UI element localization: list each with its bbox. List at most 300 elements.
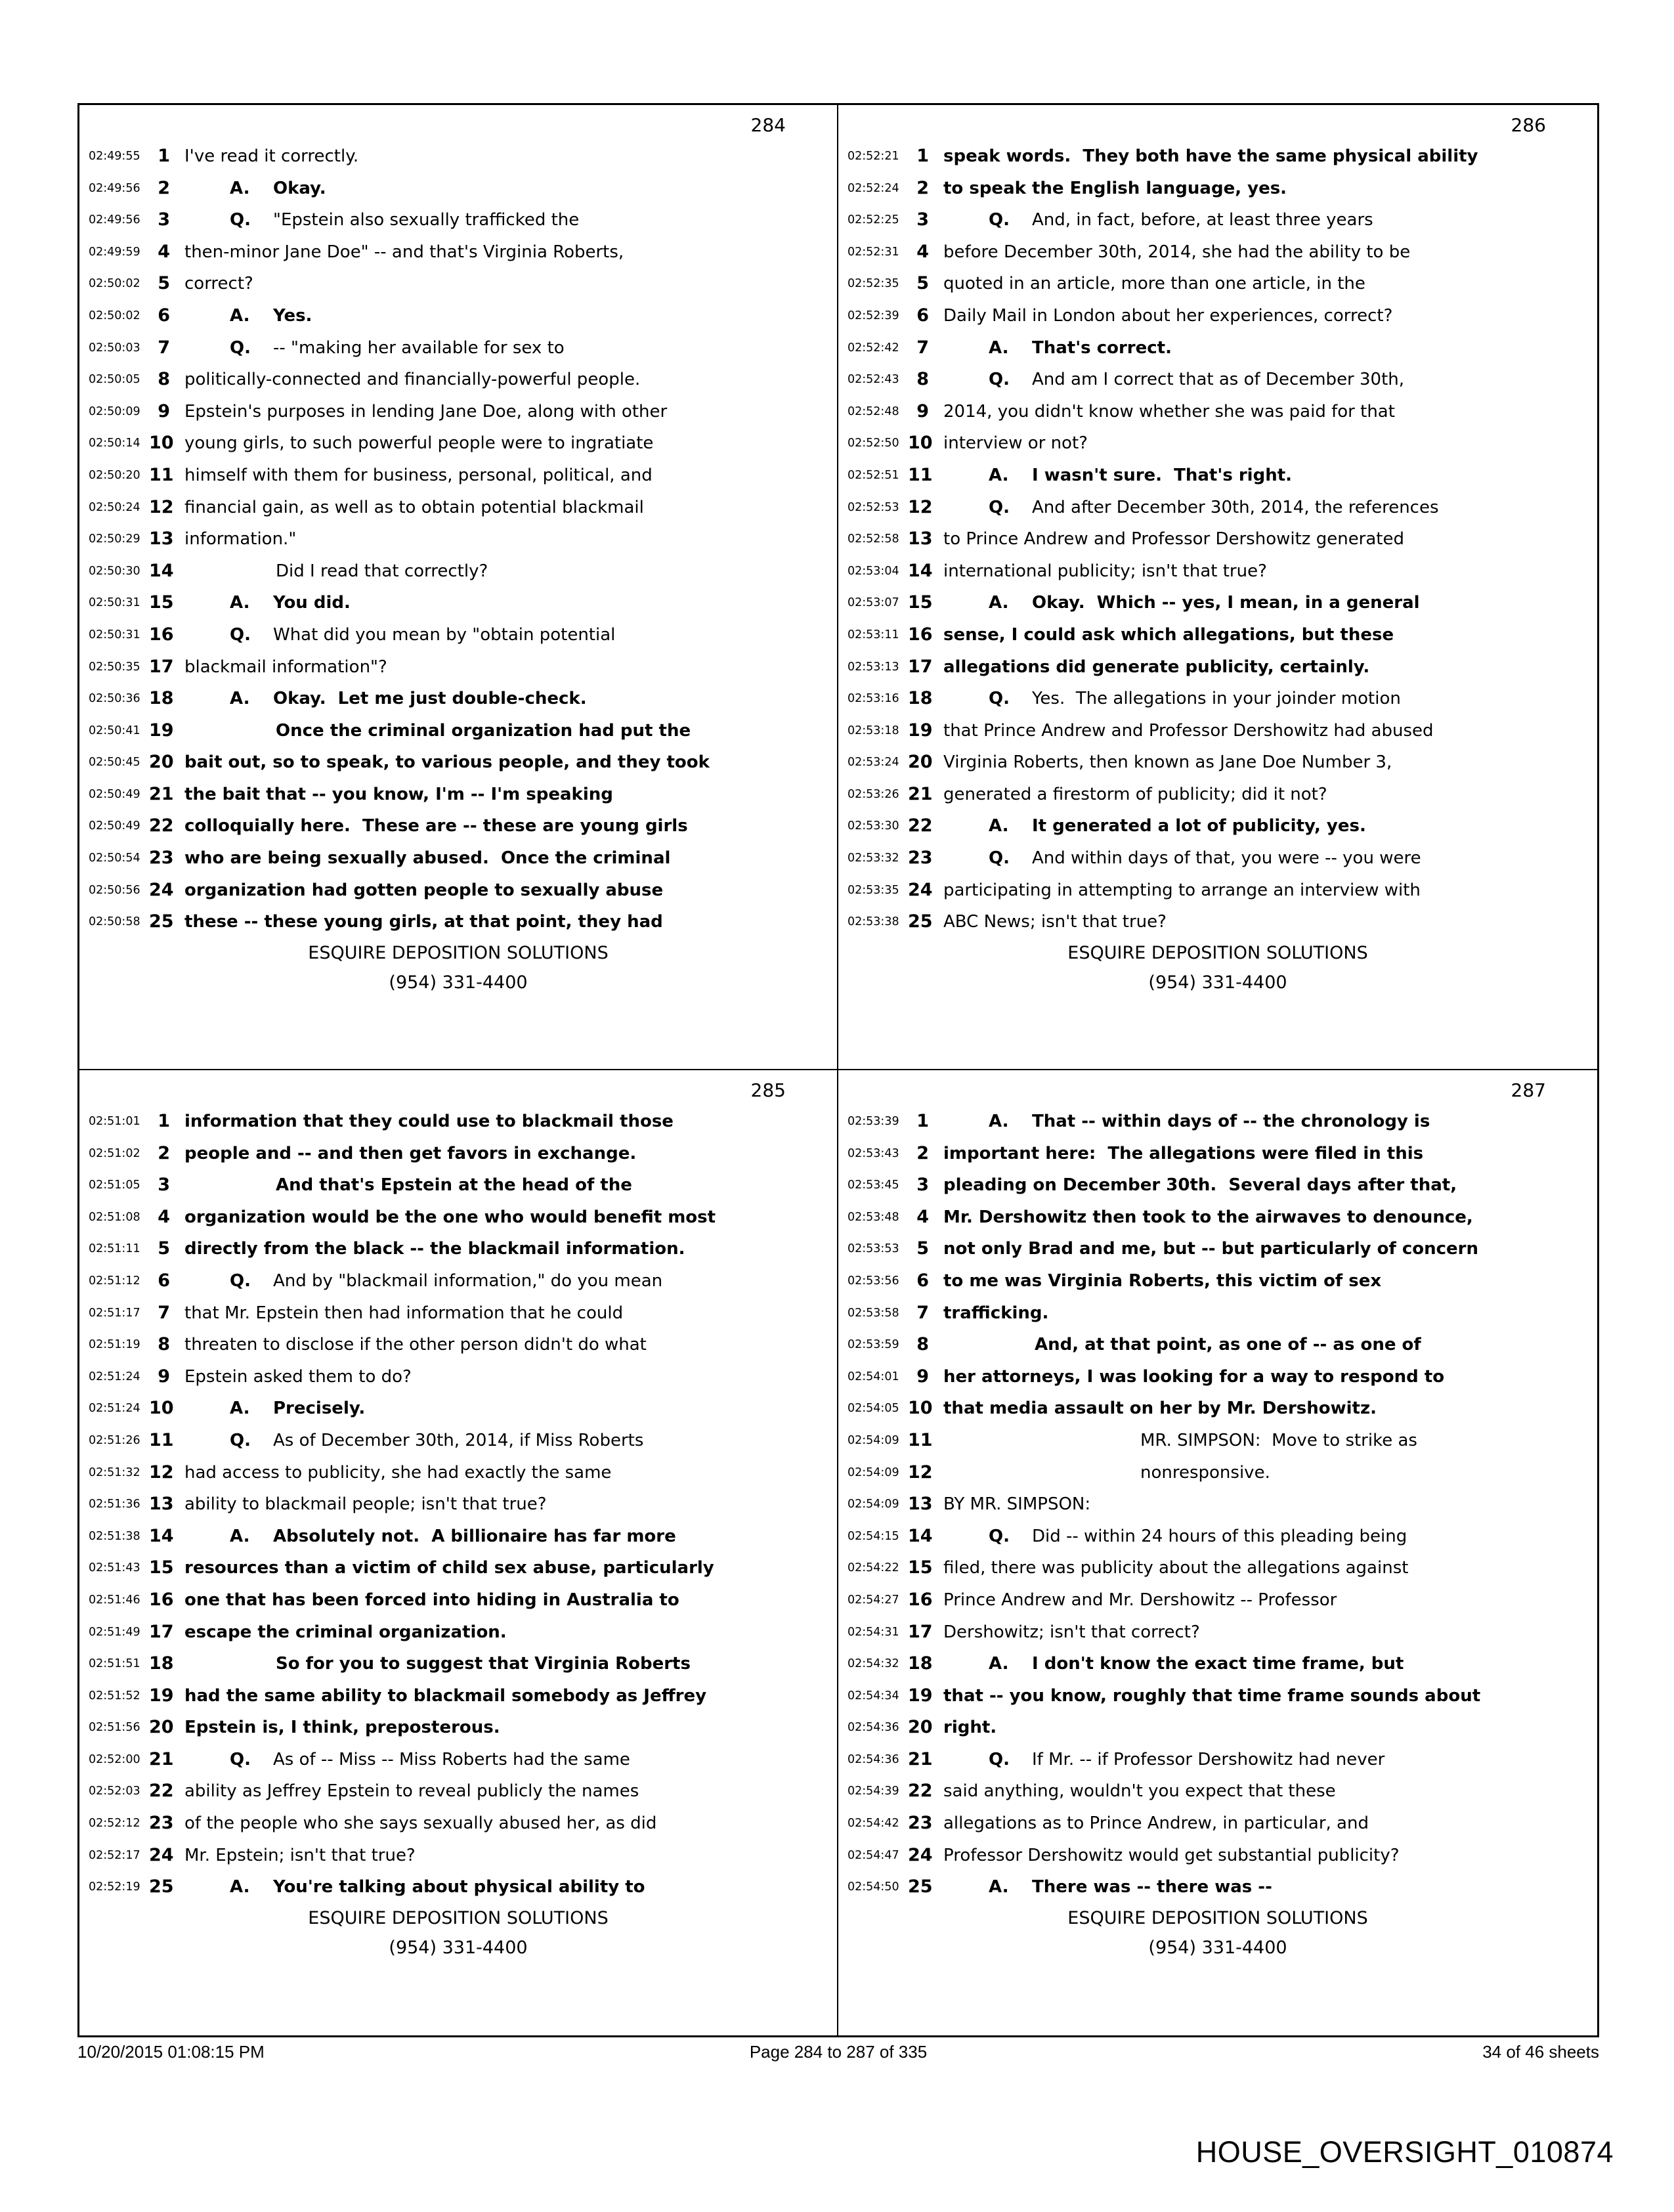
timestamp: 02:53:18	[848, 724, 899, 737]
timestamp: 02:50:14	[89, 437, 140, 450]
transcript-line	[79, 460, 837, 492]
transcript-line	[79, 173, 837, 205]
line-number: 15	[908, 592, 933, 613]
line-text-content: So for you to suggest that Virginia Roberts	[276, 1654, 691, 1674]
line-text-content: Okay. Which -- yes, I mean, in a general	[1032, 593, 1420, 613]
line-text	[943, 1106, 1597, 1138]
timestamp: 02:50:41	[89, 724, 140, 737]
line-number: 15	[908, 1557, 933, 1578]
timestamp: 02:51:32	[89, 1465, 140, 1479]
line-text	[943, 875, 1597, 907]
line-text	[943, 1616, 1597, 1649]
page-lines	[838, 1106, 1597, 1903]
timestamp: 02:52:51	[848, 468, 899, 482]
line-text	[184, 1329, 837, 1361]
line-text-content: Epstein is, I think, preposterous.	[184, 1718, 500, 1738]
timestamp: 02:53:48	[848, 1210, 899, 1224]
line-number: 24	[908, 1844, 933, 1865]
line-text	[943, 332, 1597, 364]
line-text-content: Once the criminal organization had put the	[276, 720, 691, 741]
transcript-line	[838, 1488, 1597, 1521]
transcript-line	[838, 1808, 1597, 1840]
line-text	[184, 1106, 837, 1138]
line-text	[943, 810, 1597, 842]
transcript-line	[79, 1297, 837, 1330]
line-text-content: Epstein's purposes in lending Jane Doe, along with other	[184, 401, 668, 422]
transcript-line	[79, 1744, 837, 1776]
line-text-content: If Mr. -- if Professor Dershowitz had never	[1032, 1749, 1385, 1769]
timestamp: 02:49:56	[89, 181, 140, 195]
transcript-line	[79, 683, 837, 715]
transcript-line	[79, 906, 837, 938]
timestamp: 02:53:56	[848, 1274, 899, 1288]
line-number: 17	[149, 1621, 174, 1642]
transcript-line	[79, 1202, 837, 1234]
line-text-content: I wasn't sure. That's right.	[1032, 465, 1293, 485]
line-number: 13	[908, 529, 933, 550]
line-text-content: organization had gotten people to sexually abuse	[184, 880, 664, 900]
transcript-line	[838, 619, 1597, 651]
line-text-content: Yes. The allegations in your joinder motion	[1032, 689, 1401, 709]
line-text	[184, 427, 837, 460]
line-text-content: politically-connected and financially-powerful people.	[184, 370, 641, 390]
transcript-line	[79, 236, 837, 269]
transcript-line	[79, 268, 837, 300]
line-text	[943, 1138, 1597, 1170]
timestamp: 02:50:02	[89, 309, 140, 322]
line-number: 18	[908, 688, 933, 709]
transcript-line	[79, 1840, 837, 1872]
line-text	[184, 1488, 837, 1521]
transcript-line	[838, 364, 1597, 396]
timestamp: 02:52:39	[848, 309, 899, 322]
line-text	[184, 1648, 837, 1680]
line-text-content: And within days of that, you were -- you were	[1032, 848, 1421, 869]
line-number: 20	[908, 752, 933, 773]
timestamp: 02:50:45	[89, 756, 140, 770]
transcript-line	[838, 1393, 1597, 1425]
line-number: 16	[908, 1589, 933, 1610]
timestamp: 02:53:13	[848, 660, 899, 674]
line-text-content: As of December 30th, 2014, if Miss Roberts	[273, 1430, 644, 1450]
transcript-line	[838, 1871, 1597, 1903]
line-text-content: resources than a victim of child sex abuse, particularly	[184, 1558, 714, 1578]
line-text-content: That -- within days of -- the chronology is	[1032, 1112, 1430, 1131]
esquire-footer: ESQUIRE DEPOSITION SOLUTIONS	[1067, 942, 1368, 963]
speaker-prefix: Q.	[230, 1430, 251, 1450]
timestamp: 02:52:00	[89, 1752, 140, 1766]
line-text	[184, 1457, 837, 1489]
timestamp: 02:53:35	[848, 883, 899, 897]
line-text	[184, 906, 837, 938]
line-text-content: And that's Epstein at the head of the	[276, 1175, 632, 1196]
line-text	[943, 555, 1597, 588]
line-number: 4	[158, 1206, 170, 1227]
line-text-content: That's correct.	[1032, 337, 1172, 358]
line-number: 10	[149, 433, 174, 454]
line-text	[184, 1552, 837, 1584]
line-number: 12	[908, 496, 933, 517]
transcript-line	[838, 1775, 1597, 1808]
speaker-prefix: Q.	[989, 689, 1010, 709]
timestamp: 02:51:43	[89, 1561, 140, 1575]
line-number: 23	[149, 848, 174, 869]
line-text-content: information."	[184, 529, 297, 550]
timestamp: 02:52:17	[89, 1848, 140, 1862]
timestamp: 02:50:49	[89, 819, 140, 833]
transcript-line	[79, 810, 837, 842]
timestamp: 02:51:19	[89, 1338, 140, 1352]
timestamp: 02:51:49	[89, 1625, 140, 1639]
line-text-content: himself with them for business, personal, political, and	[184, 465, 653, 485]
line-text-content: Mr. Dershowitz then took to the airwaves to denounce,	[943, 1207, 1473, 1227]
line-number: 2	[916, 1142, 929, 1163]
speaker-prefix: A.	[989, 816, 1009, 836]
line-number: 9	[158, 401, 170, 422]
timestamp: 02:54:09	[848, 1465, 899, 1479]
timestamp: 02:50:24	[89, 500, 140, 514]
line-number: 7	[158, 337, 170, 358]
speaker-prefix: A.	[989, 1112, 1009, 1131]
line-number: 9	[158, 1366, 170, 1387]
line-text	[184, 875, 837, 907]
timestamp: 02:51:08	[89, 1210, 140, 1224]
line-text	[184, 1202, 837, 1234]
line-text	[943, 1233, 1597, 1265]
line-number: 12	[908, 1462, 933, 1483]
line-text-content: Virginia Roberts, then known as Jane Doe Number 3,	[943, 752, 1392, 773]
line-number: 9	[916, 1366, 929, 1387]
line-text	[943, 1521, 1597, 1553]
transcript-line	[79, 1329, 837, 1361]
speaker-prefix: Q.	[989, 848, 1010, 869]
timestamp: 02:52:35	[848, 277, 899, 291]
timestamp: 02:52:19	[89, 1880, 140, 1894]
line-text-content: escape the criminal organization.	[184, 1622, 507, 1642]
line-number: 13	[149, 529, 174, 550]
line-text	[184, 300, 837, 332]
line-number: 18	[149, 1653, 174, 1674]
line-text-content: What did you mean by "obtain potential	[273, 624, 616, 645]
transcript-line	[838, 715, 1597, 747]
timestamp: 02:50:58	[89, 915, 140, 929]
line-text	[184, 842, 837, 875]
line-number: 17	[908, 656, 933, 677]
timestamp: 02:53:04	[848, 564, 899, 578]
footer-sheet-count: 34 of 46 sheets	[1482, 2042, 1599, 2062]
transcript-line	[79, 651, 837, 683]
transcript-line	[79, 332, 837, 364]
line-text-content: Did -- within 24 hours of this pleading being	[1032, 1526, 1407, 1546]
line-text	[943, 1202, 1597, 1234]
timestamp: 02:54:47	[848, 1848, 899, 1862]
line-number: 21	[908, 1748, 933, 1769]
line-number: 16	[149, 1589, 174, 1610]
line-number: 8	[916, 369, 929, 390]
timestamp: 02:52:12	[89, 1817, 140, 1831]
timestamp: 02:54:50	[848, 1880, 899, 1894]
line-number: 12	[149, 1462, 174, 1483]
line-number: 1	[916, 1111, 929, 1131]
line-text-content: bait out, so to speak, to various people, and they took	[184, 752, 710, 773]
timestamp: 02:50:03	[89, 341, 140, 355]
line-number: 6	[916, 1270, 929, 1291]
timestamp: 02:52:43	[848, 373, 899, 387]
line-text-content: And am I correct that as of December 30th,	[1032, 370, 1405, 390]
timestamp: 02:52:24	[848, 181, 899, 195]
timestamp: 02:50:56	[89, 883, 140, 897]
transcript-line	[838, 779, 1597, 811]
line-text-content: that Mr. Epstein then had information that he could	[184, 1303, 624, 1323]
transcript-page-286	[838, 105, 1597, 1070]
timestamp: 02:51:46	[89, 1593, 140, 1607]
speaker-prefix: A.	[230, 593, 250, 613]
line-text	[184, 1425, 837, 1457]
line-text	[943, 1488, 1597, 1521]
line-number: 10	[149, 1398, 174, 1419]
transcript-line	[838, 651, 1597, 683]
line-text	[943, 1775, 1597, 1808]
line-number: 7	[916, 337, 929, 358]
timestamp: 02:51:36	[89, 1498, 140, 1511]
transcript-line	[79, 619, 837, 651]
line-text	[184, 1871, 837, 1903]
line-text-content: Yes.	[273, 305, 312, 326]
line-text	[184, 1808, 837, 1840]
line-text	[943, 364, 1597, 396]
line-text	[184, 460, 837, 492]
line-number: 11	[149, 464, 174, 485]
transcript-page-285	[79, 1070, 838, 2035]
timestamp: 02:50:49	[89, 787, 140, 801]
line-text-content: Okay. Let me just double-check.	[273, 689, 587, 709]
transcript-line	[79, 1233, 837, 1265]
line-text	[943, 1361, 1597, 1393]
transcript-line	[79, 1712, 837, 1744]
line-number: 7	[916, 1302, 929, 1323]
line-number: 14	[149, 1525, 174, 1546]
transcript-line	[79, 842, 837, 875]
line-text-content: to Prince Andrew and Professor Dershowitz generated	[943, 529, 1404, 550]
timestamp: 02:53:11	[848, 628, 899, 641]
speaker-prefix: Q.	[989, 1749, 1010, 1769]
line-text	[943, 1680, 1597, 1712]
transcript-line	[838, 1297, 1597, 1330]
transcript-line	[79, 1648, 837, 1680]
line-text	[943, 587, 1597, 619]
transcript-line	[79, 1521, 837, 1553]
line-number: 2	[158, 1142, 170, 1163]
transcript-line	[838, 1361, 1597, 1393]
line-text	[943, 906, 1597, 938]
line-text-content: directly from the black -- the blackmail information.	[184, 1239, 685, 1259]
line-number: 5	[916, 273, 929, 294]
speaker-prefix: A.	[989, 593, 1009, 613]
timestamp: 02:50:30	[89, 564, 140, 578]
line-text	[943, 1744, 1597, 1776]
line-text	[184, 779, 837, 811]
transcript-line	[79, 523, 837, 555]
line-number: 7	[158, 1302, 170, 1323]
line-number: 21	[149, 783, 174, 804]
line-text	[184, 492, 837, 524]
line-text	[184, 1361, 837, 1393]
line-number: 8	[158, 369, 170, 390]
phone-footer: (954) 331-4400	[1148, 1937, 1287, 1958]
line-number: 22	[908, 815, 933, 836]
line-number: 22	[908, 1781, 933, 1802]
transcript-line	[79, 492, 837, 524]
transcript-line	[838, 204, 1597, 236]
transcript-line	[838, 810, 1597, 842]
page-number: 284	[750, 114, 786, 136]
line-text	[184, 683, 837, 715]
speaker-prefix: Q.	[989, 1526, 1010, 1546]
speaker-prefix: Q.	[989, 497, 1010, 517]
speaker-prefix: A.	[230, 1399, 250, 1419]
line-text	[184, 1744, 837, 1776]
page-lines	[79, 1106, 837, 1903]
transcript-line	[838, 1552, 1597, 1584]
line-number: 3	[916, 1175, 929, 1196]
line-number: 6	[158, 305, 170, 326]
transcript-line	[838, 268, 1597, 300]
transcript-line	[838, 1680, 1597, 1712]
timestamp: 02:53:07	[848, 596, 899, 610]
line-text	[184, 364, 837, 396]
line-text	[184, 236, 837, 269]
line-text-content: As of -- Miss -- Miss Roberts had the same	[273, 1749, 630, 1769]
line-text-content: generated a firestorm of publicity; did it not?	[943, 784, 1327, 804]
line-number: 25	[149, 1876, 174, 1898]
transcript-line	[79, 555, 837, 588]
line-text-content: Daily Mail in London about her experiences, correct?	[943, 305, 1393, 326]
line-number: 16	[908, 624, 933, 645]
line-text-content: colloquially here. These are -- these are young girls	[184, 816, 688, 836]
transcript-line	[79, 204, 837, 236]
line-number: 14	[908, 560, 933, 581]
line-number: 24	[149, 879, 174, 900]
line-text	[943, 1425, 1597, 1457]
line-text	[184, 268, 837, 300]
line-text	[943, 396, 1597, 428]
line-text	[184, 1584, 837, 1616]
timestamp: 02:54:05	[848, 1402, 899, 1416]
line-text	[943, 619, 1597, 651]
timestamp: 02:50:05	[89, 373, 140, 387]
timestamp: 02:51:26	[89, 1433, 140, 1447]
line-text	[184, 173, 837, 205]
transcript-line	[838, 1265, 1597, 1297]
transcript-line	[838, 842, 1597, 875]
transcript-line	[838, 1233, 1597, 1265]
timestamp: 02:54:36	[848, 1752, 899, 1766]
timestamp: 02:54:36	[848, 1721, 899, 1735]
timestamp: 02:49:59	[89, 245, 140, 259]
timestamp: 02:54:31	[848, 1625, 899, 1639]
line-text-content: to me was Virginia Roberts, this victim of sex	[943, 1270, 1382, 1291]
timestamp: 02:53:59	[848, 1338, 899, 1352]
line-text-content: trafficking.	[943, 1303, 1049, 1323]
line-number: 19	[149, 1685, 174, 1706]
line-number: 21	[908, 783, 933, 804]
line-number: 1	[158, 146, 170, 166]
line-number: 3	[158, 1175, 170, 1196]
line-text	[943, 715, 1597, 747]
line-number: 10	[908, 433, 933, 454]
line-text	[184, 1840, 837, 1872]
line-text	[184, 619, 837, 651]
line-number: 3	[158, 209, 170, 230]
line-text	[943, 460, 1597, 492]
timestamp: 02:50:29	[89, 532, 140, 546]
timestamp: 02:52:21	[848, 150, 899, 163]
speaker-prefix: A.	[230, 1877, 250, 1898]
line-number: 23	[908, 848, 933, 869]
speaker-prefix: Q.	[989, 210, 1010, 230]
phone-footer: (954) 331-4400	[389, 1937, 528, 1958]
line-text	[184, 747, 837, 779]
line-text-content: ability as Jeffrey Epstein to reveal publicly the names	[184, 1781, 639, 1802]
line-number: 14	[908, 1525, 933, 1546]
line-number: 8	[916, 1334, 929, 1355]
transcript-line	[838, 173, 1597, 205]
timestamp: 02:50:35	[89, 660, 140, 674]
line-number: 25	[908, 1876, 933, 1898]
line-text-content: to speak the English language, yes.	[943, 178, 1287, 198]
line-number: 25	[908, 911, 933, 932]
line-text-content: who are being sexually abused. Once the criminal	[184, 848, 671, 869]
transcript-grid	[77, 103, 1599, 2037]
line-number: 20	[908, 1717, 933, 1738]
line-text	[943, 747, 1597, 779]
transcript-line	[79, 1265, 837, 1297]
transcript-line	[838, 683, 1597, 715]
line-text	[184, 1265, 837, 1297]
line-text	[943, 1552, 1597, 1584]
line-number: 20	[149, 752, 174, 773]
line-number: 19	[908, 1685, 933, 1706]
transcript-page-284	[79, 105, 838, 1070]
timestamp: 02:54:01	[848, 1370, 899, 1383]
line-number: 6	[158, 1270, 170, 1291]
timestamp: 02:54:09	[848, 1498, 899, 1511]
timestamp: 02:54:34	[848, 1689, 899, 1702]
transcript-line	[79, 364, 837, 396]
line-number: 20	[149, 1717, 174, 1738]
page-number: 286	[1511, 114, 1546, 136]
line-text-content: interview or not?	[943, 433, 1088, 454]
timestamp: 02:50:36	[89, 692, 140, 706]
line-text-content: Dershowitz; isn't that correct?	[943, 1622, 1200, 1642]
line-text-content: people and -- and then get favors in exchange.	[184, 1143, 637, 1163]
transcript-line	[838, 1584, 1597, 1616]
line-text-content: 2014, you didn't know whether she was paid for that	[943, 401, 1395, 422]
line-number: 18	[908, 1653, 933, 1674]
transcript-line	[838, 1106, 1597, 1138]
line-text-content: BY MR. SIMPSON:	[943, 1494, 1091, 1515]
transcript-line	[838, 1616, 1597, 1649]
line-number: 10	[908, 1398, 933, 1419]
line-text	[184, 332, 837, 364]
line-text-content: had the same ability to blackmail somebody as Jeffrey	[184, 1685, 707, 1706]
line-text-content: one that has been forced into hiding in Australia to	[184, 1590, 679, 1610]
line-text-content: blackmail information"?	[184, 657, 387, 677]
transcript-line	[838, 1425, 1597, 1457]
timestamp: 02:51:24	[89, 1402, 140, 1416]
transcript-line	[838, 1169, 1597, 1202]
transcript-line	[838, 555, 1597, 588]
